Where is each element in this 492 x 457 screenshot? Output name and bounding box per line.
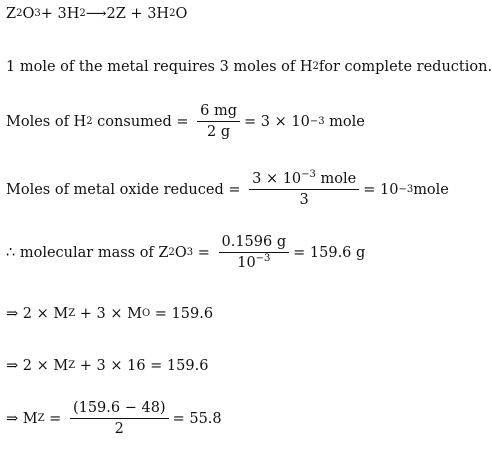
mass-result: = 159.6 g xyxy=(293,244,366,261)
step3-fraction xyxy=(70,400,169,437)
eq-arrow: ⟶ xyxy=(85,6,107,22)
h2-moles-line: Moles of H 2 consumed = $\frac{6 mg}{2 g}$ = 3 × 10 −3 mole xyxy=(6,103,365,140)
molecular-mass-line: ∴ molecular mass of Z 2 O 3 = $\frac{0.1596 g}{10^{-3}}$ = 159.6 g xyxy=(6,234,366,271)
oxide-numerator: $3 \times 10^{-3}$ mole xyxy=(249,171,359,190)
h2-result-prefix: = 3 × 10 xyxy=(244,113,310,130)
oxide-fraction xyxy=(249,171,359,208)
mass-label-prefix: ∴ molecular mass of Z xyxy=(6,244,169,261)
reaction-equation: Z 2 O 3 + 3H 2 ⟶ 2Z + 3H 2 O xyxy=(6,6,188,22)
h2-fraction xyxy=(197,103,240,140)
h2-denominator: 2 g xyxy=(207,124,231,140)
step3-numerator: (159.6 − 48) xyxy=(70,400,169,419)
step3-line: ⇒ M Z = $\frac{(159.6 - 48)}{2}$ = 55.8 xyxy=(6,400,222,437)
eq-plus-h: + 3H xyxy=(40,6,80,22)
oxide-result-suffix: mole xyxy=(413,181,449,198)
eq-reactant-o: O xyxy=(22,6,35,22)
mass-label-o: O xyxy=(174,244,187,261)
oxide-denominator: 3 xyxy=(299,192,309,208)
step3-denominator: 2 xyxy=(114,421,124,437)
step3-eq: = xyxy=(44,410,66,427)
mass-fraction xyxy=(219,234,290,271)
h2-result-suffix: mole xyxy=(324,113,365,130)
eq-reactant-z: Z xyxy=(6,6,17,22)
statement-suffix: for complete reduction. xyxy=(318,59,492,75)
step1-prefix: ⇒ 2 × M xyxy=(6,306,69,322)
h2-label-prefix: Moles of H xyxy=(6,113,87,130)
oxide-result-prefix: = 10 xyxy=(363,181,399,198)
statement-prefix: 1 mole of the metal requires 3 moles of H xyxy=(6,59,313,75)
mass-denominator: $10^{-3}$ xyxy=(237,253,271,271)
oxide-moles-line: Moles of metal oxide reduced = $\frac{3 \times 10^{-3} mole}{3}$ = 10 −3 mole xyxy=(6,169,449,208)
eq-product: 2Z + 3H xyxy=(106,6,170,22)
reduction-statement: 1 mole of the metal requires 3 moles of H 2 for complete reduction. xyxy=(6,59,492,75)
step1-mid: + 3 × M xyxy=(75,306,142,322)
h2-numerator: 6 mg xyxy=(197,103,240,122)
step1-suffix: = 159.6 xyxy=(150,306,214,322)
h2-label-suffix: consumed = xyxy=(92,113,194,130)
step3-result: = 55.8 xyxy=(172,410,222,427)
oxide-label: Moles of metal oxide reduced = xyxy=(6,181,246,198)
step2-suffix: + 3 × 16 = 159.6 xyxy=(75,358,209,374)
step1-line: ⇒ 2 × M Z + 3 × M O = 159.6 xyxy=(6,306,214,322)
mass-label-eq: = xyxy=(193,244,215,261)
step3-prefix: ⇒ M xyxy=(6,410,38,427)
step2-line: ⇒ 2 × M Z + 3 × 16 = 159.6 xyxy=(6,358,209,374)
mass-numerator: 0.1596 g xyxy=(219,234,290,253)
step2-prefix: ⇒ 2 × M xyxy=(6,358,69,374)
eq-product-end: O xyxy=(175,6,188,22)
